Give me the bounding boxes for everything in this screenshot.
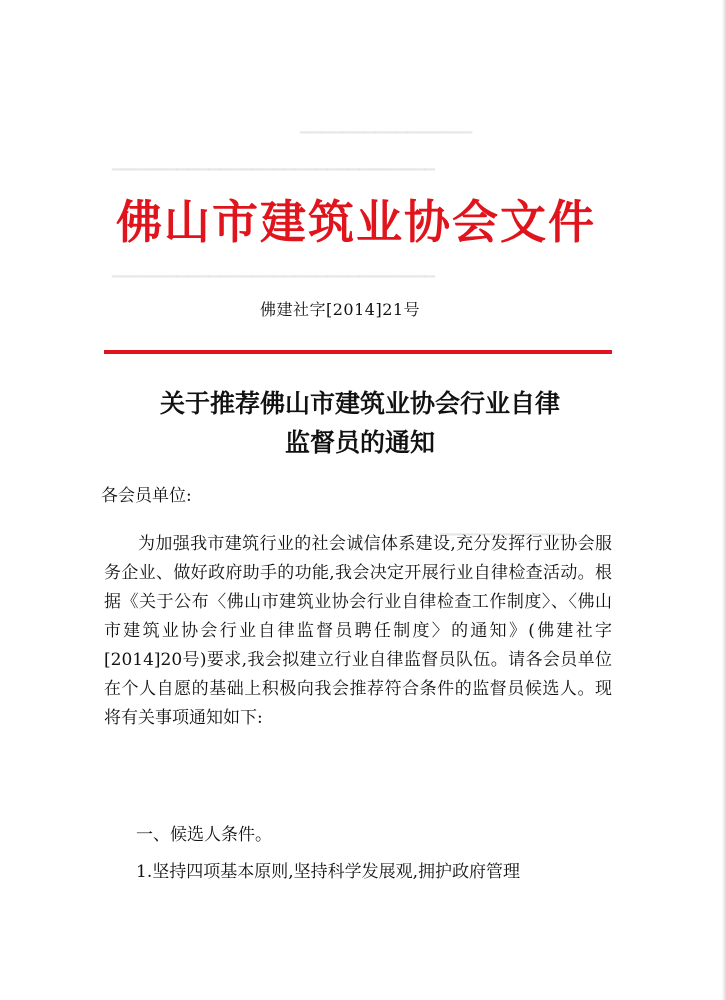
salutation: 各会员单位:: [101, 486, 192, 506]
show-through-artifact: ▁▁▁▁▁▁▁▁▁▁▁▁▁▁▁▁▁▁▁▁▁▁▁▁▁▁▁▁▁▁: [112, 262, 435, 278]
body-paragraph: 为加强我市建筑行业的社会诚信体系建设,充分发挥行业协会服务企业、做好政府助手的功能,我会决定开展行业自律检查活动。根据《关于公布〈佛山市建筑业协会行业自律检查工作制度〉、〈佛山市建筑业协会行业自律监督员聘任制度〉的通知》(佛建社字[2014]20号)要求,我会拟建立行业自律监督员队伍。请各会员单位在个人自愿的基础上积极向我会推荐符合条件的监督员候选人。现将有关事项通知如下:: [104, 534, 612, 728]
org-document-title: 佛山市建筑业协会文件: [116, 195, 596, 249]
scan-edge-shadow: [722, 0, 726, 1000]
notice-title-line-1: 关于推荐佛山市建筑业协会行业自律: [159, 389, 560, 418]
criterion-item: 1.坚持四项基本原则,坚持科学发展观,拥护政府管理: [136, 862, 521, 882]
document-number: 佛建社字[2014]21号: [260, 300, 421, 319]
red-divider-line: [104, 350, 612, 354]
notice-title: [110, 384, 610, 462]
notice-title-line-2: 监督员的通知: [284, 428, 435, 457]
show-through-artifact: ▁▁▁▁▁▁▁▁▁▁▁▁▁▁▁▁: [300, 118, 473, 134]
section-heading: 一、候选人条件。: [136, 825, 272, 845]
show-through-artifact: ▁▁▁▁▁▁▁▁▁▁▁▁: [440, 520, 570, 536]
show-through-artifact: ▁▁▁▁▁▁▁▁▁▁▁▁▁▁▁▁▁▁▁▁▁▁▁▁▁▁▁▁▁▁: [112, 155, 435, 171]
